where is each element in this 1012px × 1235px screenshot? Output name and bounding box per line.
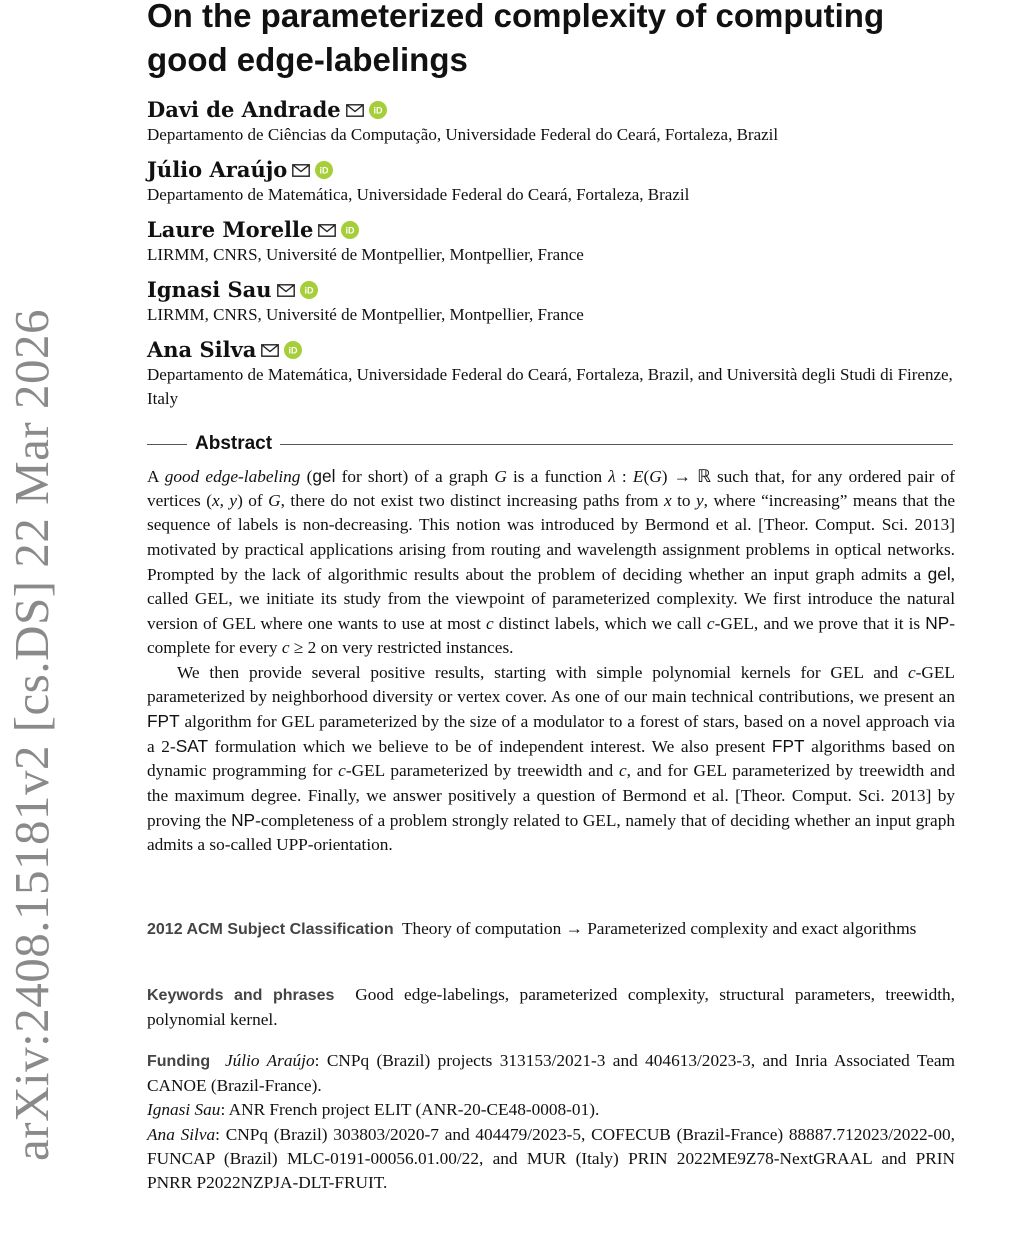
author-block: [147, 157, 689, 207]
paper-title: On the parameterized complexity of computing good edge-labelings: [147, 0, 885, 78]
email-icon[interactable]: [261, 344, 279, 357]
author-affiliation: Departamento de Matemática, Universidade Federal do Ceará, Fortaleza, Brazil: [147, 185, 690, 204]
funding-entry: [147, 1049, 955, 1098]
keywords: [147, 983, 955, 1032]
orcid-icon[interactable]: [369, 101, 387, 119]
email-icon[interactable]: [277, 284, 295, 297]
funding-person: Ignasi Sau: [147, 1100, 221, 1120]
abstract-heading-label: Abstract: [195, 433, 273, 454]
abstract-paragraph: A good edge-labeling (gel for short) of a graph G is a function λ : E(G) → ℝ such that, for any ordered pair of vertices (x, y) of G, there do not exist two distinct increasing paths from x to y, where “increasing” means that the sequence of labels is non-decreasing. This notion was introduced by Bermond et al. [Theor. Comput. Sci. 2013] motivated by practical applications arising from routing and wavelength assignment problems in optical networks. Prompted by the lack of algorithmic results about the problem of deciding whether an input graph admits a gel, called GEL, we initiate its study from the viewpoint of parameterized complexity. We first introduce the natural version of GEL where one wants to use at most c distinct labels, which we call c-GEL, and we prove that it is NP-complete for every c ≥ 2 on very restricted instances.: [147, 466, 956, 658]
acm-label: 2012 ACM Subject Classification: [147, 921, 394, 938]
svg-text:iD: iD: [345, 225, 355, 236]
funding-entry: [147, 1098, 955, 1122]
funding-text: : ANR French project ELIT (ANR-20-CE48-0008-01).: [220, 1100, 600, 1120]
divider: [280, 444, 953, 445]
funding-person: Júlio Araújo: [224, 1051, 315, 1070]
divider: [147, 444, 187, 445]
orcid-icon[interactable]: [300, 281, 318, 299]
orcid-icon[interactable]: [341, 221, 359, 239]
author-name: Ignasi Sau: [147, 277, 272, 302]
email-icon[interactable]: [346, 104, 364, 117]
author-affiliation: LIRMM, CNRS, Université de Montpellier, Montpellier, France: [147, 245, 584, 264]
funding-text: : CNPq (Brazil) projects 313153/2021-3 and 404613/2023-3, and Inria Associated Team CANOE (Brazil-France).: [147, 1051, 956, 1096]
author-affiliation: LIRMM, CNRS, Université de Montpellier, Montpellier, France: [147, 305, 584, 324]
svg-text:iD: iD: [288, 345, 298, 356]
keywords-label: Keywords and phrases: [147, 987, 335, 1004]
author-name: Júlio Araújo: [147, 157, 288, 182]
author-name: Ana Silva: [147, 337, 257, 362]
keywords-text: Good edge-labelings, parameterized complexity, structural parameters, treewidth, polynomial kernel.: [147, 985, 955, 1030]
svg-text:iD: iD: [319, 165, 329, 176]
email-icon[interactable]: [292, 164, 310, 177]
orcid-icon[interactable]: [284, 341, 302, 359]
acm-classification: [147, 917, 955, 942]
funding-entry: [147, 1123, 955, 1196]
author-block: [147, 337, 955, 411]
funding-person: Ana Silva: [147, 1124, 216, 1144]
orcid-icon[interactable]: [315, 161, 333, 179]
svg-text:iD: iD: [373, 105, 383, 116]
author-block: [147, 97, 778, 147]
author-affiliation: Departamento de Matemática, Universidade Federal do Ceará, Fortaleza, Brazil, and Università degli Studi di Firenze, Italy: [147, 365, 953, 408]
author-block: [147, 217, 584, 267]
author-block: [147, 277, 584, 327]
acm-text: Theory of computation → Parameterized complexity and exact algorithms: [401, 919, 917, 938]
arxiv-identifier: arXiv:2408.15181v2 [cs.DS] 22 Mar 2026: [4, 309, 59, 1161]
abstract-body: [147, 464, 955, 857]
svg-text:iD: iD: [304, 285, 314, 296]
funding: [147, 1049, 955, 1195]
abstract-paragraph: We then provide several positive results, starting with simple polynomial kernels for GEL and c-GEL parameterized by neighborhood diversity or vertex cover. As one of our main technical contributions, we present an FPT algorithm for GEL parameterized by the size of a modulator to a forest of stars, based on a novel approach via a 2-SAT formulation which we believe to be of independent interest. We also present FPT algorithms based on dynamic programming for c-GEL parameterized by treewidth and c, and for GEL parameterized by treewidth and the maximum degree. Finally, we answer positively a question of Bermond et al. [Theor. Comput. Sci. 2013] by proving the NP-completeness of a problem strongly related to GEL, namely that of deciding whether an input graph admits a so-called UPP-orientation.: [147, 662, 955, 855]
author-name: Laure Morelle: [147, 217, 314, 242]
abstract-heading: [147, 432, 953, 456]
email-icon[interactable]: [318, 224, 336, 237]
funding-text: : CNPq (Brazil) 303803/2020-7 and 404479/2023-5, COFECUB (Brazil-France) 88887.712023/2022-00, FUNCAP (Brazil) MLC-0191-00056.01.00/22, and MUR (Italy) PRIN 2022ME9Z78-NextGRAAL and PRIN PNRR P2022NZPJA-DLT-FRUIT.: [147, 1124, 955, 1193]
author-affiliation: Departamento de Ciências da Computação, Universidade Federal do Ceará, Fortaleza, Brazil: [147, 125, 779, 144]
author-name: Davi de Andrade: [147, 97, 341, 122]
funding-label: Funding: [147, 1053, 211, 1070]
